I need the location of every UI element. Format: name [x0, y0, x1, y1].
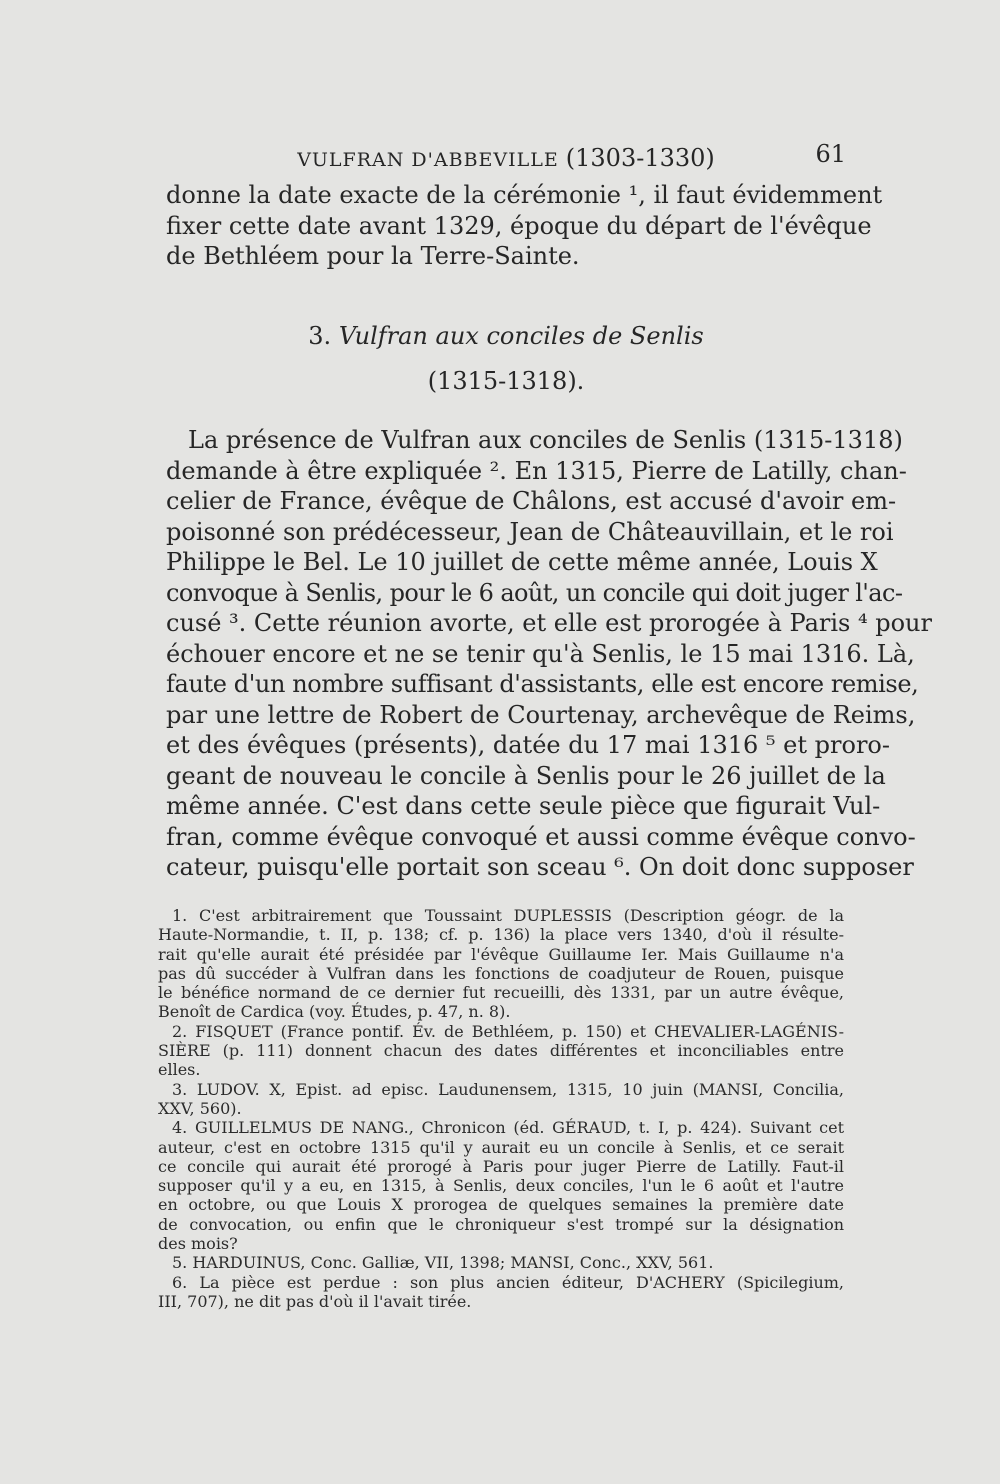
footnote-line: en octobre, ou que Louis X prorogea de quelques semaines la première date	[158, 1195, 844, 1215]
text-line: cateur, puisqu'elle portait son sceau ⁶. On doit donc supposer	[166, 853, 914, 881]
text-line: même année. C'est dans cette seule pièce que figurait Vul-	[166, 792, 881, 820]
footnote-line: 2. FISQUET (France pontif. Év. de Bethléem, p. 150) et CHEVALIER-LAGÉNIS-	[172, 1021, 844, 1041]
page-header	[166, 140, 846, 170]
section-dates: (1315-1318).	[427, 367, 585, 395]
footnote-line: supposer qu'il y a eu, en 1315, à Senlis, deux conciles, l'un le 6 août et l'autre	[158, 1176, 844, 1196]
text-line: cusé ³. Cette réunion avorte, et elle est prorogée à Paris ⁴ pour	[166, 609, 932, 637]
footnote-line: SIÈRE (p. 111) donnent chacun des dates différentes et inconciliables entre	[158, 1041, 844, 1061]
main-paragraph	[166, 425, 932, 883]
footnote-line: pas dû succéder à Vulfran dans les fonctions de coadjuteur de Rouen, puisque	[158, 963, 844, 983]
text-line: faute d'un nombre suffisant d'assistants, elle est encore remise,	[166, 670, 919, 698]
intro-paragraph	[166, 180, 883, 272]
text-line: par une lettre de Robert de Courtenay, archevêque de Reims,	[166, 700, 916, 729]
footnote-line: 3. LUDOV. X, Epist. ad episc. Laudunensem, 1315, 10 juin (MANSI, Concilia,	[172, 1079, 844, 1099]
text-line: fixer cette date avant 1329, époque du départ de l'évêque	[166, 211, 872, 240]
footnotes	[158, 906, 844, 1311]
footnote-line: 6. La pièce est perdue : son plus ancien éditeur, D'ACHERY (Spicilegium,	[172, 1272, 844, 1292]
text-line: de Bethléem pour la Terre-Sainte.	[166, 242, 580, 270]
text-line: Philippe le Bel. Le 10 juillet de cette même année, Louis X	[166, 548, 878, 576]
text-line: celier de France, évêque de Châlons, est accusé d'avoir em-	[166, 487, 897, 515]
footnote-line: ce concile qui aurait été prorogé à Paris pour juger Pierre de Latilly. Faut-il	[158, 1156, 844, 1176]
text-line: échouer encore et ne se tenir qu'à Senlis, le 15 mai 1316. Là,	[166, 639, 915, 668]
footnote-line: XXV, 560).	[158, 1098, 242, 1118]
running-title	[166, 144, 846, 172]
text-line: poisonné son prédécesseur, Jean de Châteauvillain, et le roi	[166, 517, 894, 546]
page-number: 61	[815, 140, 846, 168]
footnote-line: des mois?	[158, 1234, 238, 1254]
text-line: donne la date exacte de la cérémonie ¹, il faut évidemment	[166, 181, 883, 209]
section-title-line	[166, 322, 846, 350]
text-line: fran, comme évêque convoqué et aussi comme évêque convo-	[166, 822, 916, 851]
footnote-line: 5. HARDUINUS, Conc. Galliæ, VII, 1398; MANSI, Conc., XXV, 561.	[172, 1253, 714, 1273]
footnote-line: rait qu'elle aurait été présidée par l'évêque Guillaume Ier. Mais Guillaume n'a	[158, 944, 844, 964]
section-number: 3.	[308, 322, 332, 350]
running-title-text: VULFRAN D'ABBEVILLE	[297, 149, 559, 171]
text-line: La présence de Vulfran aux conciles de Senlis (1315-1318)	[188, 426, 903, 454]
footnote-line: Benoît de Cardica (voy. Études, p. 47, n. 8).	[158, 1002, 511, 1022]
text-line: convoque à Senlis, pour le 6 août, un concile qui doit juger l'ac-	[166, 578, 903, 607]
footnote-line: 4. GUILLELMUS DE NANG., Chronicon (éd. GÉRAUD, t. I, p. 424). Suivant cet	[172, 1118, 844, 1138]
footnote-line: Haute-Normandie, t. II, p. 138; cf. p. 136) la place vers 1340, d'où il résulte-	[158, 925, 844, 945]
footnote-line: le bénéfice normand de ce dernier fut recueilli, dès 1331, par un autre évêque,	[158, 983, 844, 1003]
section-title: Vulfran aux conciles de Senlis	[338, 322, 704, 350]
footnote-line: de convocation, ou enfin que le chroniqueur s'est trompé sur la désignation	[158, 1214, 844, 1234]
text-line: geant de nouveau le concile à Senlis pour le 26 juillet de la	[166, 761, 886, 790]
footnote-line: elles.	[158, 1060, 201, 1080]
text-line: et des évêques (présents), datée du 17 mai 1316 ⁵ et proro-	[166, 731, 890, 759]
text-line: demande à être expliquée ². En 1315, Pierre de Latilly, chan-	[166, 456, 907, 485]
footnote-line: III, 707), ne dit pas d'où il l'avait tirée.	[158, 1291, 472, 1311]
footnote-line: 1. C'est arbitrairement que Toussaint DUPLESSIS (Description géogr. de la	[172, 906, 844, 925]
footnote-line: auteur, c'est en octobre 1315 qu'il y aurait eu un concile à Senlis, et ce serait	[158, 1137, 844, 1157]
running-title-dates: (1303-1330)	[565, 144, 715, 172]
